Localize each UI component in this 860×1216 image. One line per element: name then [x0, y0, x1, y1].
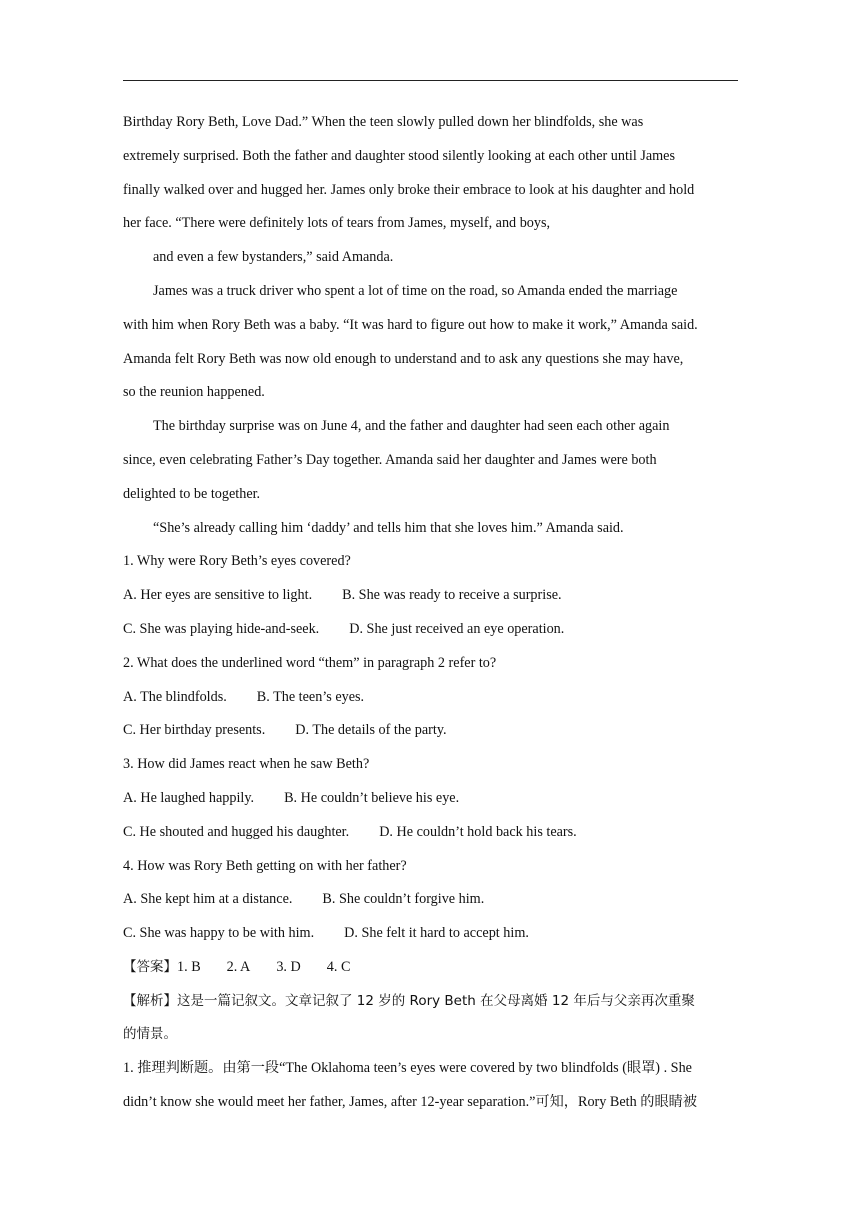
question-options: [123, 585, 562, 605]
option-a: A. He laughed happily.: [123, 790, 255, 806]
passage-line: so the reunion happened.: [123, 384, 265, 400]
option-d: D. He couldn’t hold back his tears.: [379, 824, 577, 840]
option-b: B. She was ready to receive a surprise.: [342, 587, 562, 603]
question-stem: 4. How was Rory Beth getting on with her father?: [123, 858, 407, 874]
question-options: [123, 720, 447, 740]
option-c: C. Her birthday presents.: [123, 722, 266, 738]
passage-line: since, even celebrating Father’s Day together. Amanda said her daughter and James were both: [123, 452, 657, 468]
analysis-line: didn’t know she would meet her father, James, after 12-year separation.”可知，Rory Beth 的眼睛被: [123, 1094, 698, 1110]
passage-line: delighted to be together.: [123, 486, 261, 502]
question-options: [123, 822, 577, 842]
question-options: [123, 687, 364, 707]
analysis-line: [123, 991, 695, 1011]
option-d: D. The details of the party.: [295, 722, 447, 738]
analysis-line: 的情景。: [123, 1026, 177, 1042]
passage-line: “She’s already calling him ‘daddy’ and tells him that she loves him.” Amanda said.: [153, 520, 624, 536]
option-c: C. She was playing hide-and-seek.: [123, 621, 320, 637]
question-stem: 1. Why were Rory Beth’s eyes covered?: [123, 553, 351, 569]
passage-line: Birthday Rory Beth, Love Dad.” When the teen slowly pulled down her blindfolds, she was: [123, 114, 644, 130]
answer-line: [123, 957, 350, 977]
option-d: D. She felt it hard to accept him.: [344, 925, 529, 941]
question-options: [123, 923, 529, 943]
passage-line: and even a few bystanders,” said Amanda.: [153, 249, 394, 265]
passage-line: extremely surprised. Both the father and daughter stood silently looking at each other until James: [123, 148, 675, 164]
option-a: A. She kept him at a distance.: [123, 891, 293, 907]
option-d: D. She just received an eye operation.: [349, 621, 565, 637]
answer-item: 4. C: [326, 959, 351, 975]
passage-line: with him when Rory Beth was a baby. “It was hard to figure out how to make it work,” Amanda said.: [123, 317, 698, 333]
option-a: A. The blindfolds.: [123, 689, 227, 705]
analysis-text: 这是一篇记叙文。文章记叙了 12 岁的 Rory Beth 在父母离婚 12 年后与父亲再次重聚: [177, 993, 695, 1009]
option-b: B. The teen’s eyes.: [256, 689, 365, 705]
analysis-line: 1. 推理判断题。由第一段“The Oklahoma teen’s eyes were covered by two blindfolds (眼罩) . She: [123, 1060, 692, 1076]
analysis-label: 【解析】: [123, 993, 177, 1009]
option-b: B. She couldn’t forgive him.: [322, 891, 485, 907]
question-options: [123, 788, 459, 808]
header-rule: [123, 80, 738, 81]
passage-line: finally walked over and hugged her. James only broke their embrace to look at his daughter and hold: [123, 182, 695, 198]
passage-line: James was a truck driver who spent a lot of time on the road, so Amanda ended the marriage: [153, 283, 678, 299]
question-options: [123, 889, 484, 909]
passage-line: Amanda felt Rory Beth was now old enough to understand and to ask any questions she may have,: [123, 351, 684, 367]
option-b: B. He couldn’t believe his eye.: [284, 790, 460, 806]
option-c: C. He shouted and hugged his daughter.: [123, 824, 350, 840]
question-options: [123, 619, 564, 639]
answer-item: 2. A: [226, 959, 251, 975]
answer-item: 3. D: [276, 959, 301, 975]
option-c: C. She was happy to be with him.: [123, 925, 315, 941]
passage-line: her face. “There were definitely lots of tears from James, myself, and boys,: [123, 215, 551, 231]
question-stem: 2. What does the underlined word “them” in paragraph 2 refer to?: [123, 655, 497, 671]
question-stem: 3. How did James react when he saw Beth?: [123, 756, 370, 772]
passage-line: The birthday surprise was on June 4, and the father and daughter had seen each other again: [153, 418, 670, 434]
option-a: A. Her eyes are sensitive to light.: [123, 587, 313, 603]
answer-label: 【答案】: [123, 959, 177, 975]
answer-item: 1. B: [177, 959, 201, 975]
